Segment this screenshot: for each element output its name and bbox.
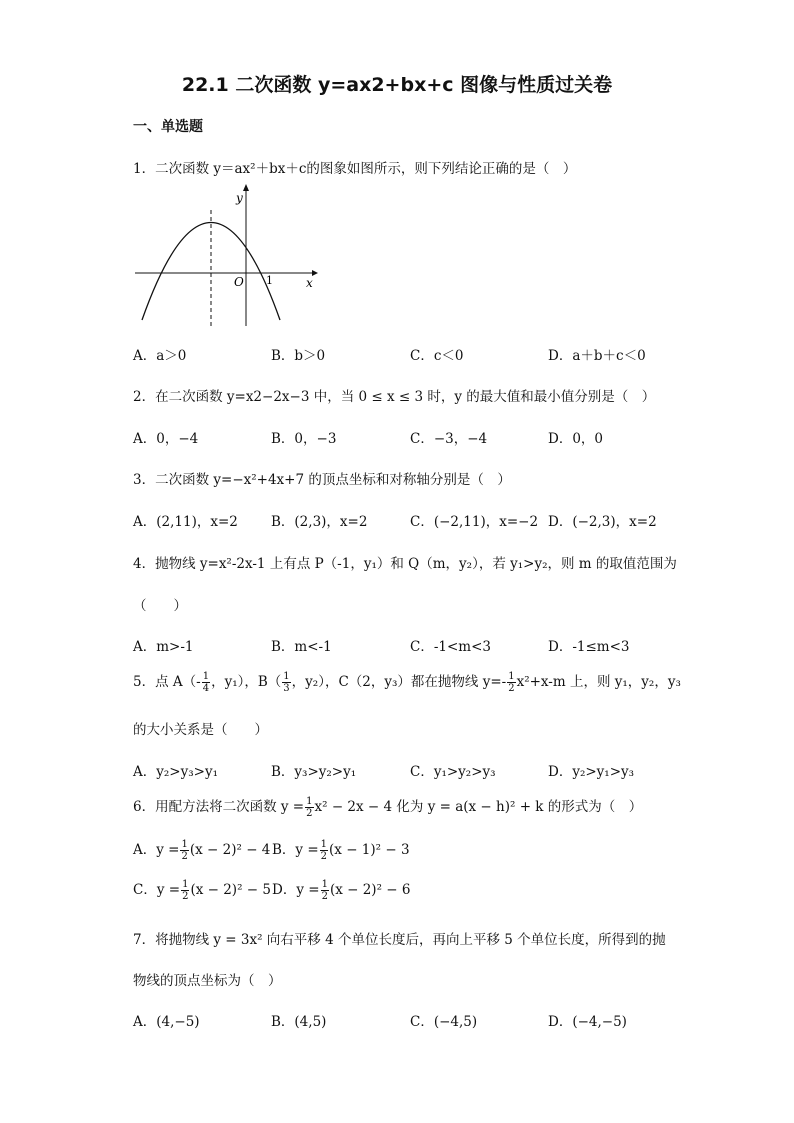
question-7-stem: 7．将抛物线 y = 3x² 向右平移 4 个单位长度后，再向上平移 5 个单位长度，所得到的抛 — [133, 932, 666, 948]
x-axis-arrow — [312, 270, 318, 276]
q6-option-c: C．y = $\frac{1}{2}$ (x − 2)² − 5 — [133, 879, 271, 902]
q7-option-c: C．(−4,5) — [410, 1014, 478, 1030]
q3-option-d: D．(−2,3)，x=2 — [548, 514, 657, 530]
q3-option-a: A．(2,11)，x=2 — [133, 514, 238, 530]
q5-fraction-c: $\frac{1}{2}$ — [508, 671, 515, 694]
q1-option-b: B．b＞0 — [271, 348, 326, 364]
page-title: 22.1 二次函数 y=ax2+bx+c 图像与性质过关卷 — [181, 74, 613, 96]
q7-option-a: A．(4,−5) — [133, 1014, 200, 1030]
question-3-stem: 3．二次函数 y=−x²+4x+7 的顶点坐标和对称轴分别是（ ） — [133, 472, 511, 488]
q4-option-c: C．-1<m<3 — [410, 639, 491, 655]
q6-option-b: B．y = $\frac{1}{2}$ (x − 1)² − 3 — [272, 839, 410, 862]
q3-option-b: B．(2,3)，x=2 — [271, 514, 368, 530]
q5-option-c: C．y₁>y₂>y₃ — [410, 764, 496, 780]
q6-fraction: $\frac{1}{2}$ — [306, 796, 313, 819]
q1-option-d: D．a＋b＋c＜0 — [548, 348, 646, 364]
q5-lead: 5．点 — [133, 674, 169, 690]
parabola-graph — [130, 180, 320, 330]
q1-option-c: C．c＜0 — [410, 348, 464, 364]
q4-option-b: B．m<-1 — [271, 639, 332, 655]
q5-tail: x²+x-m 上，则 y₁，y₂，y₃ — [516, 674, 681, 690]
tick-label-1: 1 — [266, 274, 273, 287]
q2-option-c: C．−3，−4 — [410, 431, 488, 447]
q4-option-a: A．m>-1 — [133, 639, 194, 655]
q7-option-b: B．(4,5) — [271, 1014, 327, 1030]
q5-option-b: B．y₃>y₂>y₁ — [271, 764, 357, 780]
q4-option-d: D．-1≤m<3 — [548, 639, 630, 655]
y-axis-label: y — [236, 191, 243, 205]
q6-pre: 6．用配方法将二次函数 y = — [133, 799, 305, 815]
parabola-curve — [142, 223, 280, 321]
question-5-stem-cont: 的大小关系是（ ） — [133, 722, 268, 738]
q5-fraction-b: $\frac{1}{3}$ — [283, 671, 290, 694]
q5-fraction-a: $\frac{1}{4}$ — [202, 671, 210, 694]
section-heading: 一、单选题 — [133, 119, 203, 135]
q5-point-b: ，y₁），B（ — [211, 674, 282, 690]
q2-option-b: B．0，−3 — [271, 431, 337, 447]
question-6-stem — [133, 795, 642, 819]
question-7-stem-cont: 物线的顶点坐标为（ ） — [133, 973, 282, 989]
y-axis-arrow — [243, 184, 249, 191]
question-4-stem-cont: （ ） — [133, 598, 187, 614]
q3-option-c: C．(−2,11)，x=−2 — [410, 514, 539, 530]
question-4-stem: 4．抛物线 y=x²-2x-1 上有点 P（-1，y₁）和 Q（m，y₂），若 y₁>y₂，则 m 的取值范围为 — [133, 556, 677, 572]
q1-option-a: A．a＞0 — [133, 348, 187, 364]
question-5-stem — [133, 670, 681, 694]
q6-option-a: A．y = $\frac{1}{2}$ (x − 2)² − 4 — [133, 839, 271, 862]
x-axis-label: x — [306, 276, 313, 290]
q5-point-a: A（- — [172, 674, 201, 690]
q5-point-c: ，y₂），C（2，y₃）都在抛物线 y=- — [291, 674, 507, 690]
question-1-stem: 1．二次函数 y＝ax²＋bx＋c的图象如图所示，则下列结论正确的是（ ） — [133, 161, 577, 177]
q5-option-a: A．y₂>y₃>y₁ — [133, 764, 218, 780]
q2-option-a: A．0，−4 — [133, 431, 199, 447]
q5-option-d: D．y₂>y₁>y₃ — [548, 764, 635, 780]
origin-label: O — [234, 275, 244, 289]
q7-option-d: D．(−4,−5) — [548, 1014, 627, 1030]
q2-option-d: D．0，0 — [548, 431, 604, 447]
q6-mid: x² − 2x − 4 化为 y = a(x − h)² + k 的形式为（ ） — [314, 799, 643, 815]
question-2-stem: 2．在二次函数 y=x2−2x−3 中，当 0 ≤ x ≤ 3 时，y 的最大值和最小值分别是（ ） — [133, 389, 656, 405]
q6-option-d: D．y = $\frac{1}{2}$ (x − 2)² − 6 — [272, 879, 411, 902]
